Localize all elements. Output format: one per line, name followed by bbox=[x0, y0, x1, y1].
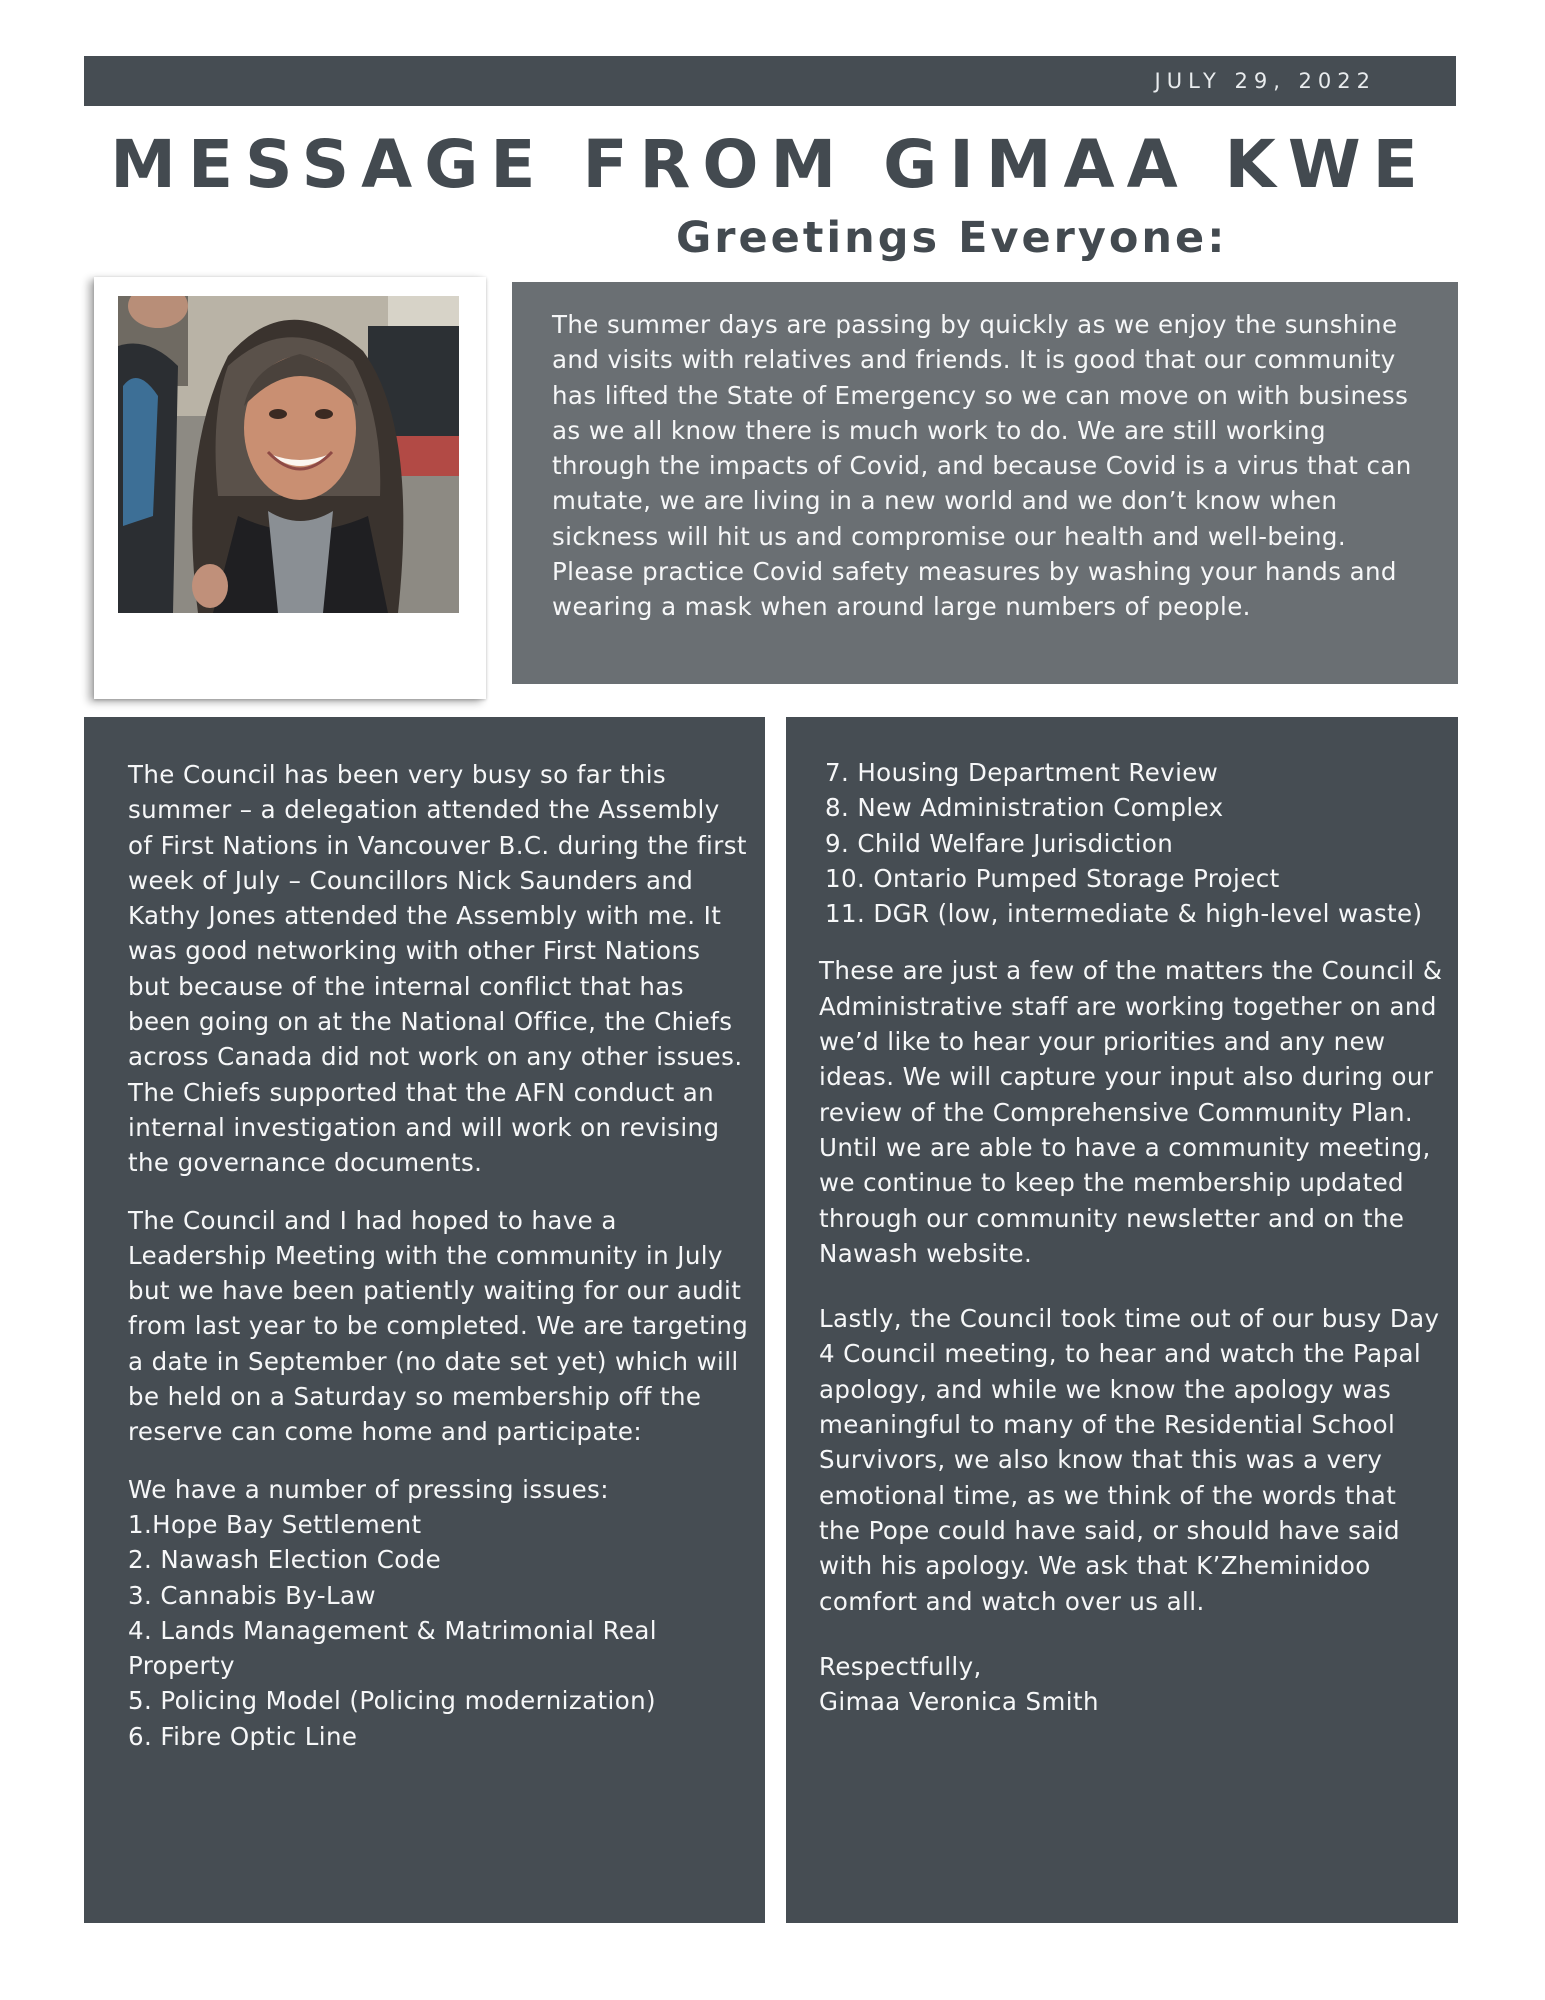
list-item: 11. DGR (low, intermediate & high-level waste) bbox=[825, 899, 1423, 929]
list-item: 1.Hope Bay Settlement bbox=[128, 1509, 422, 1539]
page-title: MESSAGE FROM GIMAA KWE bbox=[110, 126, 1430, 203]
intro-panel bbox=[512, 282, 1458, 684]
papal-apology-paragraph: Lastly, the Council took time out of our busy Day 4 Council meeting, to hear and watch the Papal apology, and while we know the apology was meaningful to many of the Residential School Survivors, we also know that this was a very emotional time, as we think of the words that the Pope could have said, or should have said with his apology. We ask that K’Zheminidoo comfort and watch over us all. bbox=[819, 1304, 1440, 1616]
matters-paragraph: These are just a few of the matters the Council & Administrative staff are working together on and we’d like to hear your priorities and any new ideas. We will capture your input also during our review of the Comprehensive Community Plan. Until we are able to have a community meeting, we continue to keep the membership updated through our community newsletter and on the Nawash website. bbox=[819, 956, 1443, 1268]
date-bar bbox=[84, 56, 1456, 106]
leadership-meeting-paragraph: The Council and I had hoped to have a Leadership Meeting with the community in July but we have been patiently waiting for our audit from last year to be completed. We are targeting a date in September (no date set yet) which will be held on a Saturday so membership off the reserve can come home and participate: bbox=[128, 1205, 749, 1447]
list-item: 9. Child Welfare Jurisdiction bbox=[825, 828, 1174, 858]
list-item: 2. Nawash Election Code bbox=[128, 1545, 442, 1575]
list-item: 5. Policing Model (Policing modernization) bbox=[128, 1686, 656, 1716]
issues-intro: We have a number of pressing issues: bbox=[128, 1474, 609, 1504]
greeting-heading: Greetings Everyone: bbox=[676, 213, 1228, 263]
council-activity-paragraph: The Council has been very busy so far this summer – a delegation attended the Assembly of First Nations in Vancouver B.C. during the first week of July – Councillors Nick Saunders and Kathy Jones attended the Assembly with me. It was good networking with other First Nations but because of the internal conflict that has been going on at the National Office, the Chiefs across Canada did not work on any other issues. The Chiefs supported that the AFN conduct an internal investigation and will work on revising the governance documents. bbox=[128, 760, 747, 1178]
right-column bbox=[786, 717, 1458, 1923]
list-item: 6. Fibre Optic Line bbox=[128, 1721, 358, 1751]
closing-line: Respectfully, bbox=[819, 1651, 982, 1681]
list-item: 3. Cannabis By-Law bbox=[128, 1580, 376, 1610]
list-item: 8. New Administration Complex bbox=[825, 793, 1224, 823]
list-item: 7. Housing Department Review bbox=[825, 758, 1219, 787]
photo-frame bbox=[94, 277, 486, 699]
left-column bbox=[84, 717, 765, 1923]
signature: Gimaa Veronica Smith bbox=[819, 1687, 1099, 1717]
portrait-photo bbox=[118, 296, 459, 613]
spacer bbox=[819, 1619, 1444, 1649]
spacer bbox=[819, 1271, 1444, 1301]
issues-list-right bbox=[819, 755, 1444, 931]
date-label: JULY 29, 2022 bbox=[1154, 69, 1376, 93]
issues-list-left bbox=[128, 1507, 749, 1754]
list-item: 4. Lands Management & Matrimonial Real Property bbox=[128, 1615, 657, 1681]
intro-text: The summer days are passing by quickly as we enjoy the sunshine and visits with relatives and friends. It is good that our community has lifted the State of Emergency so we can move on with business as we all know there is much work to do. We are still working through the impacts of Covid, and because Covid is a virus that can mutate, we are living in a new world and we don’t know when sickness will hit us and compromise our health and well-being. Please practice Covid safety measures by washing your hands and wearing a mask when around large numbers of people. bbox=[552, 310, 1412, 622]
list-item: 10. Ontario Pumped Storage Project bbox=[825, 863, 1280, 893]
